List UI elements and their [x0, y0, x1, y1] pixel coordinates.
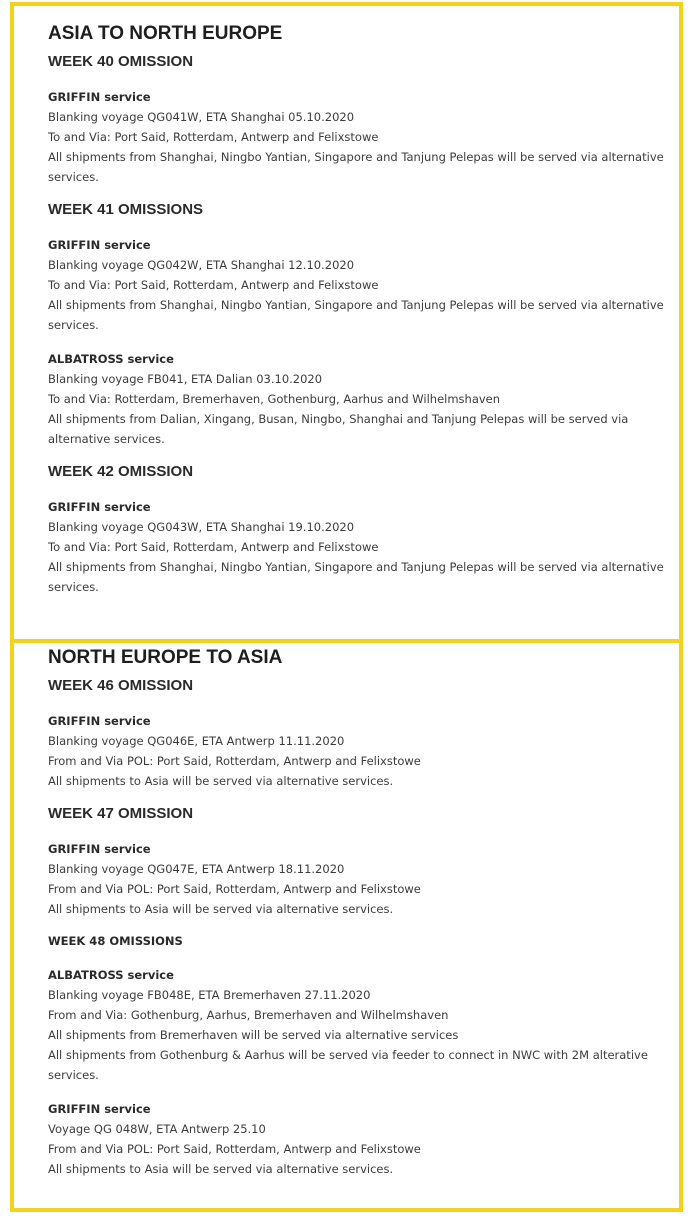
service-detail-line: Blanking voyage FB048E, ETA Bremerhaven 27.11.2020 [48, 988, 371, 1002]
service-detail-line: Blanking voyage QG043W, ETA Shanghai 19.10.2020 [48, 520, 355, 534]
service-block [48, 839, 669, 919]
service-detail-line: All shipments from Dalian, Xingang, Busan, Ningbo, Shanghai and Tanjung Pelepas will be served via alternative services. [48, 412, 629, 446]
section-content [14, 643, 679, 1179]
service-detail-line: Blanking voyage QG041W, ETA Shanghai 05.10.2020 [48, 110, 355, 124]
section-asia-to-north-europe [10, 2, 683, 645]
service-block [48, 711, 669, 791]
service-detail-line: To and Via: Rotterdam, Bremerhaven, Gothenburg, Aarhus and Wilhelmshaven [48, 392, 501, 406]
service-block [48, 349, 669, 449]
section-north-europe-to-asia [10, 639, 683, 1212]
service-detail-line: From and Via: Gothenburg, Aarhus, Bremerhaven and Wilhelmshaven [48, 1008, 449, 1022]
service-detail-line: To and Via: Port Said, Rotterdam, Antwerp and Felixstowe [48, 540, 379, 554]
week-title: WEEK 46 OMISSION [48, 677, 194, 694]
week-block [48, 805, 669, 919]
service-name: GRIFFIN service [48, 238, 151, 252]
service-block [48, 87, 669, 187]
service-detail-line: To and Via: Port Said, Rotterdam, Antwerp and Felixstowe [48, 130, 379, 144]
service-name: GRIFFIN service [48, 714, 151, 728]
service-detail-line: Blanking voyage QG042W, ETA Shanghai 12.10.2020 [48, 258, 355, 272]
weeks-list [48, 677, 669, 1179]
service-block [48, 497, 669, 597]
service-detail-line: All shipments from Shanghai, Ningbo Yantian, Singapore and Tanjung Pelepas will be served via alternative services. [48, 560, 664, 594]
service-detail-line: All shipments from Shanghai, Ningbo Yantian, Singapore and Tanjung Pelepas will be served via alternative services. [48, 150, 664, 184]
week-block [48, 933, 669, 1179]
week-block [48, 463, 669, 597]
service-name: ALBATROSS service [48, 352, 174, 366]
week-title: WEEK 42 OMISSION [48, 463, 194, 480]
service-detail-line: All shipments from Shanghai, Ningbo Yantian, Singapore and Tanjung Pelepas will be served via alternative services. [48, 298, 664, 332]
service-detail-line: Voyage QG 048W, ETA Antwerp 25.10 [48, 1122, 266, 1136]
service-detail-line: All shipments to Asia will be served via alternative services. [48, 774, 394, 788]
week-block [48, 201, 669, 449]
service-block [48, 965, 669, 1085]
service-detail-line: From and Via POL: Port Said, Rotterdam, Antwerp and Felixstowe [48, 1142, 421, 1156]
service-detail-line: Blanking voyage QG047E, ETA Antwerp 18.11.2020 [48, 862, 345, 876]
service-detail-line: From and Via POL: Port Said, Rotterdam, Antwerp and Felixstowe [48, 882, 421, 896]
weeks-list [48, 53, 669, 597]
week-title: WEEK 40 OMISSION [48, 53, 194, 70]
service-detail-line: All shipments from Bremerhaven will be served via alternative services [48, 1028, 459, 1042]
service-block [48, 235, 669, 335]
service-name: GRIFFIN service [48, 842, 151, 856]
service-detail-line: Blanking voyage FB041, ETA Dalian 03.10.2020 [48, 372, 323, 386]
service-detail-line: To and Via: Port Said, Rotterdam, Antwerp and Felixstowe [48, 278, 379, 292]
section-title: ASIA TO NORTH EUROPE [48, 23, 283, 44]
service-detail-line: Blanking voyage QG046E, ETA Antwerp 11.11.2020 [48, 734, 345, 748]
service-name: GRIFFIN service [48, 1102, 151, 1116]
week-block [48, 53, 669, 187]
week-block [48, 677, 669, 791]
service-name: ALBATROSS service [48, 968, 174, 982]
service-detail-line: All shipments from Gothenburg & Aarhus will be served via feeder to connect in NWC with 2M alterative services. [48, 1048, 648, 1082]
service-detail-line: All shipments to Asia will be served via alternative services. [48, 902, 394, 916]
week-title: WEEK 48 OMISSIONS [48, 934, 183, 948]
service-name: GRIFFIN service [48, 500, 151, 514]
week-title: WEEK 41 OMISSIONS [48, 201, 204, 218]
week-title: WEEK 47 OMISSION [48, 805, 194, 822]
service-name: GRIFFIN service [48, 90, 151, 104]
service-detail-line: From and Via POL: Port Said, Rotterdam, Antwerp and Felixstowe [48, 754, 421, 768]
service-block [48, 1099, 669, 1179]
section-content [14, 6, 679, 597]
section-title: NORTH EUROPE TO ASIA [48, 647, 283, 668]
service-detail-line: All shipments to Asia will be served via alternative services. [48, 1162, 394, 1176]
